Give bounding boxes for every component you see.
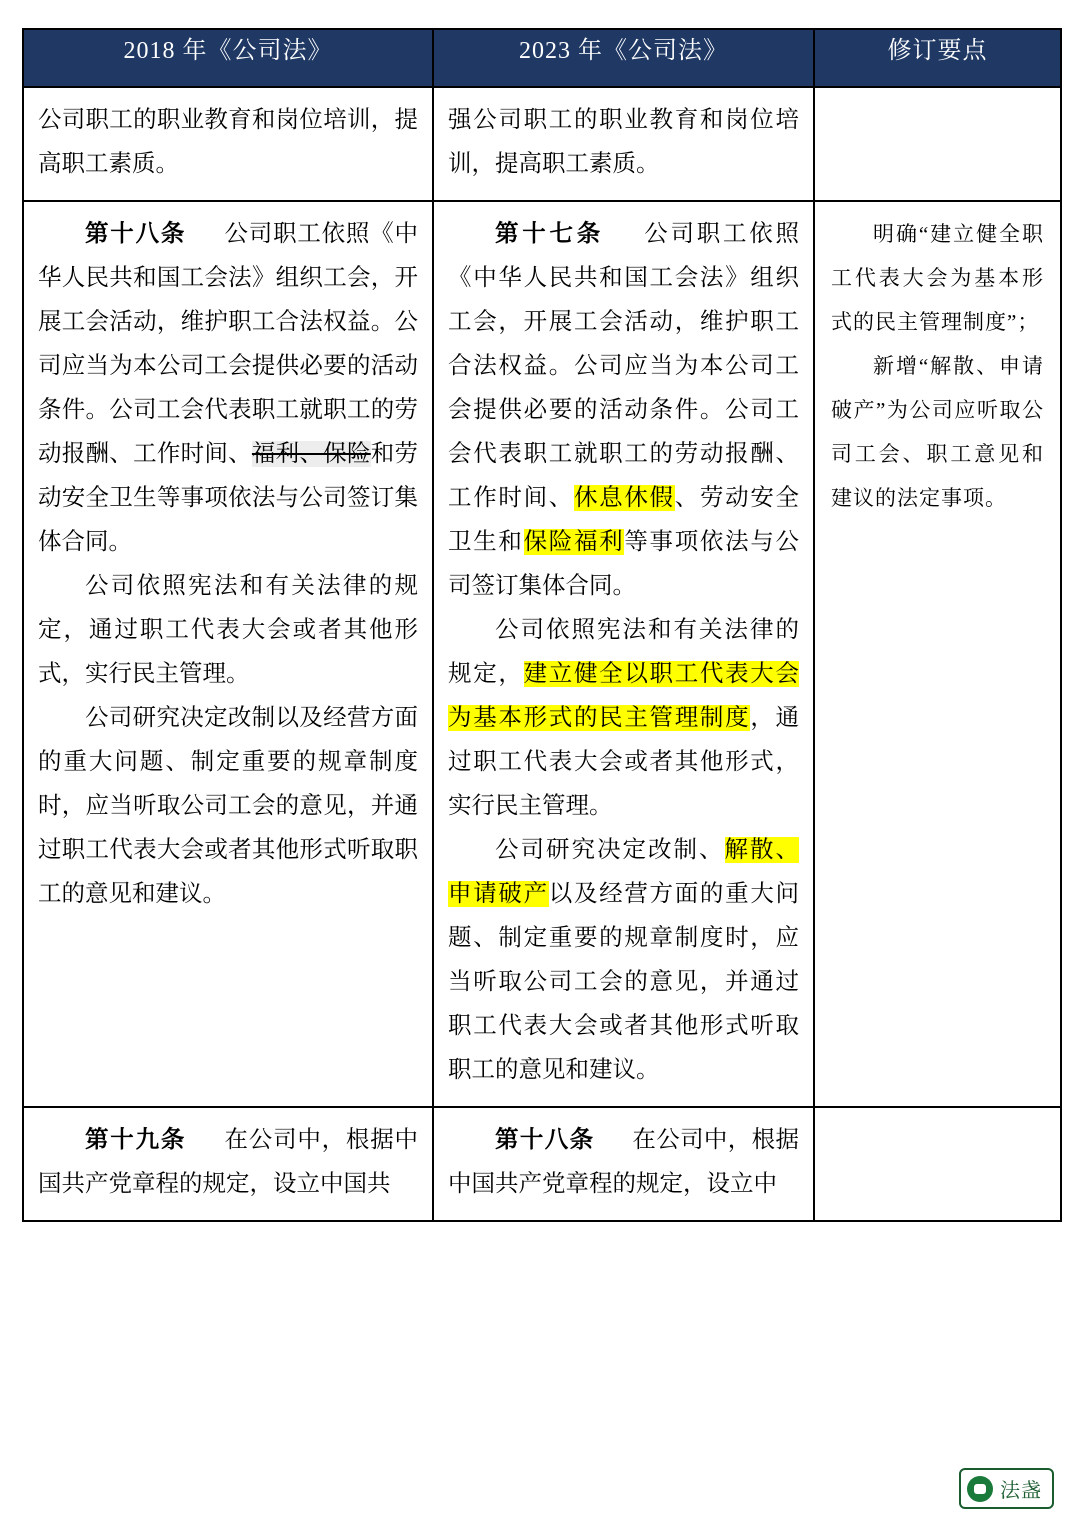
paragraph: 明确“建立健全职工代表大会为基本形式的民主管理制度”； [831, 222, 1044, 334]
paragraph [38, 212, 418, 564]
deleted-text: 福利、保险 [251, 441, 371, 467]
cell-content-old [24, 1108, 432, 1220]
document-page [22, 28, 1060, 1456]
paragraph-text: 在公司中，根据中国共产党章程的规定，设立中国共 [38, 1127, 419, 1197]
cell-revision-notes [814, 1107, 1061, 1221]
table-header-row [23, 29, 1061, 87]
comparison-table [22, 28, 1062, 1222]
paragraph: 公司职工的职业教育和岗位培训，提高职工素质。 [38, 107, 418, 177]
table-body [23, 87, 1061, 1221]
cell-revision-notes [814, 201, 1061, 1107]
cell-new-law [433, 201, 814, 1107]
paragraph-text-cont: 、劳动安全卫生和 [448, 485, 800, 555]
paragraph-text: 公司研究决定改制、 [495, 837, 725, 863]
paragraph-text: 公司依照宪法和有关法律的规定， [448, 617, 799, 687]
cell-content-notes [815, 88, 1060, 112]
paragraph [38, 1118, 418, 1206]
paragraph [448, 1118, 799, 1206]
cell-content-new [434, 1108, 813, 1220]
cell-new-law [433, 1107, 814, 1221]
cell-content-old [24, 202, 432, 930]
cell-content-new [434, 202, 813, 1106]
paragraph-text-cont: 和劳动安全卫生等事项依法与公司签订集体合同。 [38, 441, 419, 555]
cell-content-notes [815, 202, 1060, 534]
watermark-badge [959, 1468, 1054, 1509]
paragraph-text-cont2: 等事项依法与公司签订集体合同。 [448, 529, 800, 599]
table-row [23, 87, 1061, 201]
paragraph: 公司依照宪法和有关法律的规定，通过职工代表大会或者其他形式，实行民主管理。 [38, 573, 418, 687]
table-row [23, 201, 1061, 1107]
chat-bubble-icon [967, 1476, 993, 1502]
cell-new-law [433, 87, 814, 201]
highlighted-text: 保险福利 [523, 529, 625, 555]
footer-watermark [959, 1468, 1054, 1509]
watermark-label: 法盏 [1000, 1480, 1042, 1502]
column-header-new-law: 2023 年《公司法》 [433, 29, 814, 87]
cell-revision-notes [814, 87, 1061, 201]
paragraph: 新增“解散、申请破产”为公司应听取公司工会、职工意见和建议的法定事项。 [831, 354, 1044, 510]
column-header-old-law: 2018 年《公司法》 [23, 29, 433, 87]
highlighted-text: 休息休假 [573, 485, 675, 511]
table-row [23, 1107, 1061, 1221]
article-number: 第十八条 [495, 1127, 595, 1153]
paragraph: 强公司职工的职业教育和岗位培训，提高职工素质。 [448, 107, 799, 177]
paragraph [448, 828, 799, 1092]
paragraph-text: 公司职工依照《中华人民共和国工会法》组织工会，开展工会活动，维护职工合法权益。公司应当为本公司工会提供必要的活动条件。公司工会代表职工就职工的劳动报酬、工作时间、 [448, 221, 800, 511]
table-header [23, 29, 1061, 87]
cell-content-notes [815, 1108, 1060, 1132]
paragraph-text-cont: 以及经营方面的重大问题、制定重要的规章制度时，应当听取公司工会的意见，并通过职工代表大会或者其他形式听取职工的意见和建议。 [448, 881, 800, 1083]
article-number: 第十八条 [85, 221, 187, 247]
paragraph [448, 608, 799, 828]
cell-content-new [434, 88, 813, 200]
paragraph-text: 在公司中，根据中国共产党章程的规定，设立中 [448, 1127, 800, 1197]
paragraph-text-cont: ，通过职工代表大会或者其他形式，实行民主管理。 [448, 705, 800, 819]
paragraph [448, 212, 799, 608]
cell-old-law [23, 1107, 433, 1221]
highlighted-text: 解散、申请破产 [448, 837, 799, 907]
column-header-revision-points: 修订要点 [814, 29, 1061, 87]
highlighted-text: 建立健全以职工代表大会为基本形式的民主管理制度 [448, 661, 800, 731]
cell-old-law [23, 201, 433, 1107]
article-number: 第十七条 [495, 221, 604, 247]
cell-old-law [23, 87, 433, 201]
paragraph-text: 公司职工依照《中华人民共和国工会法》组织工会，开展工会活动，维护职工合法权益。公司应当为本公司工会提供必要的活动条件。公司工会代表职工就职工的劳动报酬、工作时间、 [38, 221, 419, 467]
article-number: 第十九条 [85, 1127, 187, 1153]
cell-content-old [24, 88, 432, 200]
paragraph: 公司研究决定改制以及经营方面的重大问题、制定重要的规章制度时，应当听取公司工会的意见，并通过职工代表大会或者其他形式听取职工的意见和建议。 [38, 705, 418, 907]
